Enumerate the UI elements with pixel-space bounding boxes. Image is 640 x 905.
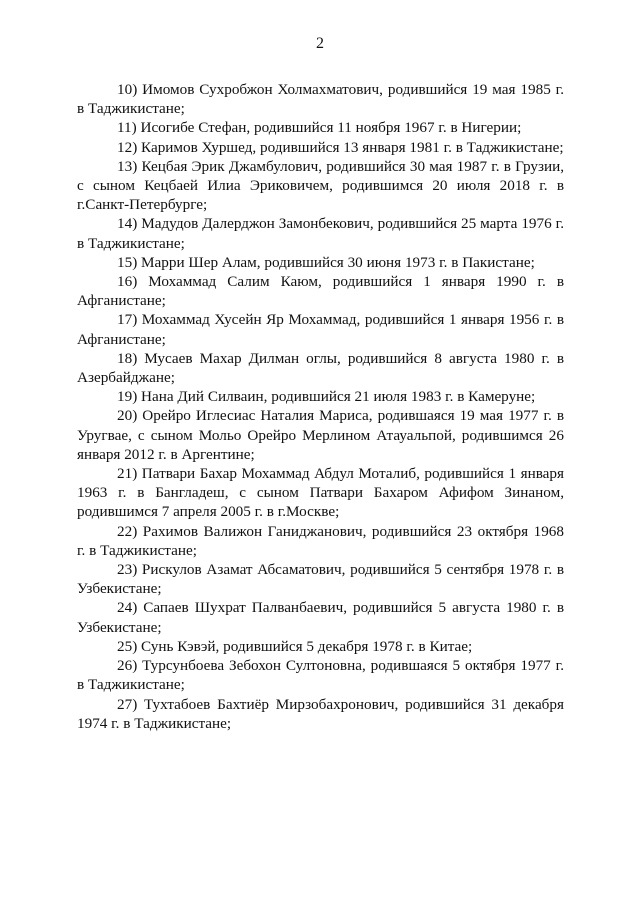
list-item: 19) Нана Дий Силваин, родившийся 21 июля 1983 г. в Камеруне; bbox=[117, 388, 536, 406]
list-item: 15) Марри Шер Алам, родившийся 30 июня 1973 г. в Пакистане; bbox=[117, 253, 535, 271]
list-item: 13) Кецбая Эрик Джамбулович, родившийся 30 мая 1987 г. в Грузии, с сыном Кецбаей Илиа Эриковичем, родившимся 20 июля 2018 г. в г.Санкт-Петербурге; bbox=[77, 157, 564, 214]
list-item: 25) Сунь Кэвэй, родившийся 5 декабря 1978 г. в Китае; bbox=[117, 637, 473, 655]
list-item: 18) Мусаев Махар Дилман оглы, родившийся 8 августа 1980 г. в Азербайджане; bbox=[77, 349, 564, 387]
list-item: 17) Мохаммад Хусейн Яр Мохаммад, родившийся 1 января 1956 г. в Афганистане; bbox=[77, 311, 564, 348]
list-item: 16) Мохаммад Салим Каюм, родившийся 1 января 1990 г. в Афганистане; bbox=[77, 273, 564, 310]
person-list bbox=[77, 80, 564, 733]
list-item: 11) Исогибе Стефан, родившийся 11 ноября 1967 г. в Нигерии; bbox=[117, 119, 522, 137]
list-item: 27) Тухтабоев Бахтиёр Мирзобахронович, родившийся 31 декабря 1974 г. в Таджикистане; bbox=[77, 695, 564, 732]
list-item: 10) Имомов Сухробжон Холмахматович, родившийся 19 мая 1985 г. в Таджикистане; bbox=[77, 81, 564, 118]
list-item: 23) Рискулов Азамат Абсаматович, родившийся 5 сентября 1978 г. в Узбекистане; bbox=[77, 561, 564, 598]
list-item: 12) Каримов Хуршед, родившийся 13 января 1981 г. в Таджикистане; bbox=[117, 138, 564, 156]
list-item: 24) Сапаев Шухрат Палванбаевич, родившийся 5 августа 1980 г. в Узбекистане; bbox=[77, 599, 564, 636]
page-number: 2 bbox=[316, 35, 324, 52]
list-item: 14) Мадудов Далерджон Замонбекович, родившийся 25 марта 1976 г. в Таджикистане; bbox=[77, 215, 564, 252]
list-item: 22) Рахимов Валижон Ганиджанович, родившийся 23 октября 1968 г. в Таджикистане; bbox=[77, 522, 564, 559]
list-item: 21) Патвари Бахар Мохаммад Абдул Моталиб, родившийся 1 января 1963 г. в Бангладеш, с сыном Патвари Бахаром Афифом Зинаном, родившимся 7 апреля 2005 г. в г.Москве; bbox=[77, 465, 564, 521]
list-item: 26) Турсунбоева Зебохон Султоновна, родившаяся 5 октября 1977 г. в Таджикистане; bbox=[77, 657, 564, 694]
list-item: 20) Орейро Иглесиас Наталия Мариса, родившаяся 19 мая 1977 г. в Уругвае, с сыном Мольо Орейро Мерлином Атауальпой, родившимся 26 января 2012 г. в Аргентине; bbox=[77, 407, 564, 463]
